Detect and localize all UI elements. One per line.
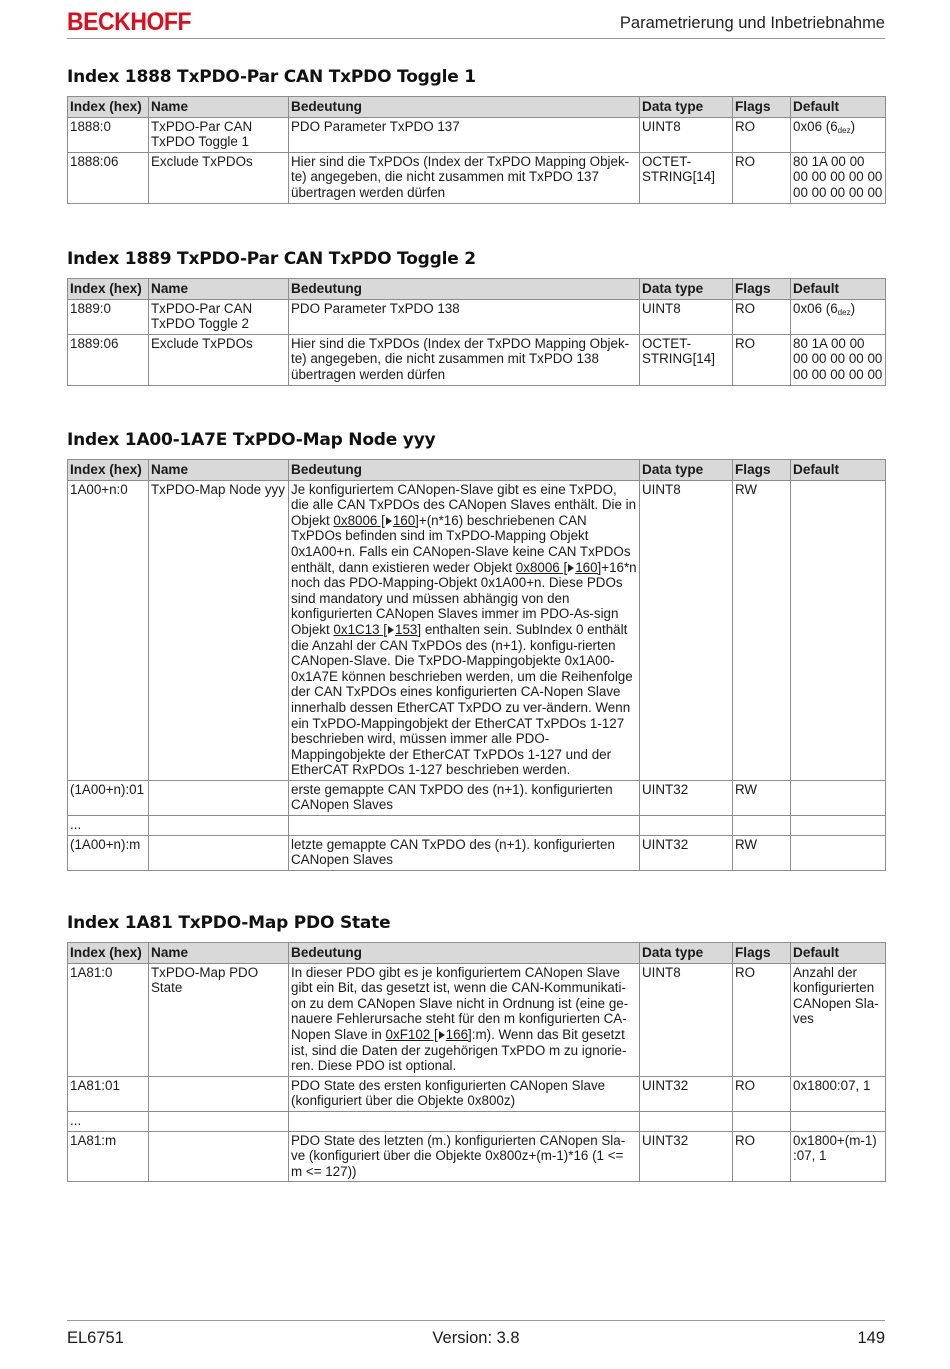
object-table xyxy=(67,942,886,1182)
cell-meaning: PDO State des ersten konfigurierten CANopen Slave (konfiguriert über die Objekte 0x800z) xyxy=(289,1076,640,1111)
table-row xyxy=(68,299,886,334)
cell-default: 0x1800:07, 1 xyxy=(791,1076,886,1111)
footer-version: Version: 3.8 xyxy=(432,1329,520,1347)
cell-flags: RO xyxy=(733,334,791,385)
cell-type: UINT32 xyxy=(640,1076,733,1111)
cell-flags: RO xyxy=(733,1076,791,1111)
section-1889 xyxy=(67,249,885,386)
cell-type xyxy=(640,1111,733,1131)
cell-default xyxy=(791,480,886,780)
section-1a00 xyxy=(67,430,885,871)
cell-meaning: Hier sind die TxPDOs (Index der TxPDO Mapping Objek-te) angegeben, die nicht zusammen mit TxPDO 137 übertragen werden dürfen xyxy=(289,152,640,203)
table-header-row xyxy=(68,460,886,481)
col-default: Default xyxy=(791,97,886,118)
col-name: Name xyxy=(149,279,289,300)
page-header xyxy=(67,6,885,39)
cell-index: ... xyxy=(68,816,149,836)
cell-default: 80 1A 00 00 00 00 00 00 00 00 00 00 00 00 xyxy=(791,334,886,385)
col-flags: Flags xyxy=(733,460,791,481)
col-index: Index (hex) xyxy=(68,943,149,964)
cell-name: TxPDO-Par CAN TxPDO Toggle 2 xyxy=(149,299,289,334)
cell-type: UINT32 xyxy=(640,780,733,815)
cell-meaning xyxy=(289,1111,640,1131)
table-row xyxy=(68,152,886,203)
cell-meaning: PDO Parameter TxPDO 138 xyxy=(289,299,640,334)
col-default: Default xyxy=(791,943,886,964)
col-data-type: Data type xyxy=(640,460,733,481)
col-meaning: Bedeutung xyxy=(289,943,640,964)
table-row xyxy=(68,780,886,815)
cell-index: 1A81:01 xyxy=(68,1076,149,1111)
table-row xyxy=(68,835,886,870)
col-flags: Flags xyxy=(733,279,791,300)
object-table xyxy=(67,278,886,386)
cell-type: UINT8 xyxy=(640,299,733,334)
cell-default: 0x1800+(m-1) :07, 1 xyxy=(791,1131,886,1182)
cell-type: UINT32 xyxy=(640,835,733,870)
section-1a81 xyxy=(67,913,885,1182)
xref-link-0x1c13[interactable]: 0x1C13 [ 153] xyxy=(333,621,422,637)
page-footer xyxy=(67,1320,885,1351)
cell-flags: RO xyxy=(733,299,791,334)
cell-meaning: In dieser PDO gibt es je konfiguriertem CANopen Slave gibt ein Bit, das gesetzt ist, wenn die CAN-Kommunikati-on zu dem CANopen Slave nicht in Ordnung ist (eine ge-nauere Fehlerursache steht für den m konfigurierten CA-Nopen Slave in 0xF102 [ 166]:m). Wenn das Bit gesetzt ist, sind die Daten der zugehörigen TxPDO m zu ignorie-ren. Diese PDO ist optional. xyxy=(289,963,640,1076)
cell-name: TxPDO-Map Node yyy xyxy=(149,480,289,780)
object-table xyxy=(67,459,886,871)
header-title: Parametrierung und Inbetriebnahme xyxy=(619,14,885,32)
cell-type: OCTET-STRING[14] xyxy=(640,152,733,203)
beckhoff-logo: BECKHOFF xyxy=(67,8,192,36)
cell-meaning: PDO State des letzten (m.) konfigurierten CANopen Sla-ve (konfiguriert über die Objekte 0x800z+(m-1)*16 (1 <= m <= 127)) xyxy=(289,1131,640,1182)
cell-default: 80 1A 00 00 00 00 00 00 00 00 00 00 00 00 xyxy=(791,152,886,203)
cell-name xyxy=(149,780,289,815)
cell-default xyxy=(791,780,886,815)
cell-default: 0x06 $(6_{dez})$ xyxy=(791,117,886,152)
cell-flags: RW xyxy=(733,835,791,870)
cell-index: (1A00+n):m xyxy=(68,835,149,870)
cell-index: 1889:0 xyxy=(68,299,149,334)
footer-product: EL6751 xyxy=(67,1329,124,1347)
col-index: Index (hex) xyxy=(68,460,149,481)
cell-name: TxPDO-Par CAN TxPDO Toggle 1 xyxy=(149,117,289,152)
col-name: Name xyxy=(149,943,289,964)
section-title: Index 1888 TxPDO-Par CAN TxPDO Toggle 1 xyxy=(67,67,476,87)
cell-name xyxy=(149,1076,289,1111)
cell-name xyxy=(149,1111,289,1131)
cell-meaning xyxy=(289,816,640,836)
cell-meaning: Hier sind die TxPDOs (Index der TxPDO Mapping Objek-te) angegeben, die nicht zusammen mit TxPDO 138 übertragen werden dürfen xyxy=(289,334,640,385)
cell-type: OCTET-STRING[14] xyxy=(640,334,733,385)
cell-flags xyxy=(733,816,791,836)
cell-index: 1A81:m xyxy=(68,1131,149,1182)
cell-meaning: erste gemappte CAN TxPDO des (n+1). konfigurierten CANopen Slaves xyxy=(289,780,640,815)
col-name: Name xyxy=(149,460,289,481)
cell-type: UINT8 xyxy=(640,117,733,152)
cell-type: UINT8 xyxy=(640,480,733,780)
col-data-type: Data type xyxy=(640,279,733,300)
cell-index: 1888:0 xyxy=(68,117,149,152)
cell-meaning: letzte gemappte CAN TxPDO des (n+1). konfigurierten CANopen Slaves xyxy=(289,835,640,870)
cell-index: 1888:06 xyxy=(68,152,149,203)
table-row xyxy=(68,334,886,385)
cell-name: Exclude TxPDOs xyxy=(149,152,289,203)
cell-index: 1A81:0 xyxy=(68,963,149,1076)
object-table xyxy=(67,96,886,204)
table-row xyxy=(68,1076,886,1111)
link-arrow-icon xyxy=(388,626,394,634)
cell-type: UINT8 xyxy=(640,963,733,1076)
cell-default: 0x06 $(6_{dez})$ xyxy=(791,299,886,334)
col-flags: Flags xyxy=(733,97,791,118)
cell-flags: RW xyxy=(733,780,791,815)
cell-flags: RO xyxy=(733,117,791,152)
col-default: Default xyxy=(791,279,886,300)
cell-default xyxy=(791,835,886,870)
col-default: Default xyxy=(791,460,886,481)
table-header-row xyxy=(68,279,886,300)
cell-index: 1A00+n:0 xyxy=(68,480,149,780)
col-index: Index (hex) xyxy=(68,97,149,118)
page-number: 149 xyxy=(857,1329,885,1347)
section-1888 xyxy=(67,67,885,204)
table-row xyxy=(68,1111,886,1131)
cell-index: ... xyxy=(68,1111,149,1131)
cell-index: 1889:06 xyxy=(68,334,149,385)
link-arrow-icon xyxy=(568,564,574,572)
cell-default xyxy=(791,1111,886,1131)
xref-link-0xf102[interactable]: 0xF102 [ 166] xyxy=(385,1026,472,1042)
table-header-row xyxy=(68,97,886,118)
col-meaning: Bedeutung xyxy=(289,460,640,481)
col-meaning: Bedeutung xyxy=(289,279,640,300)
cell-name xyxy=(149,816,289,836)
section-title: Index 1889 TxPDO-Par CAN TxPDO Toggle 2 xyxy=(67,249,476,269)
cell-meaning: PDO Parameter TxPDO 137 xyxy=(289,117,640,152)
cell-name: Exclude TxPDOs xyxy=(149,334,289,385)
cell-flags: RO xyxy=(733,963,791,1076)
col-index: Index (hex) xyxy=(68,279,149,300)
table-row xyxy=(68,816,886,836)
table-row xyxy=(68,1131,886,1182)
cell-name xyxy=(149,1131,289,1182)
cell-default: Anzahl der konfigurierten CANopen Sla-ves xyxy=(791,963,886,1076)
col-data-type: Data type xyxy=(640,943,733,964)
col-name: Name xyxy=(149,97,289,118)
table-row xyxy=(68,480,886,780)
xref-link-0x8006[interactable]: 0x8006 [ 160] xyxy=(515,559,602,575)
link-arrow-icon xyxy=(439,1031,445,1039)
cell-index: (1A00+n):01 xyxy=(68,780,149,815)
cell-flags: RW xyxy=(733,480,791,780)
table-header-row xyxy=(68,943,886,964)
table-row xyxy=(68,117,886,152)
col-flags: Flags xyxy=(733,943,791,964)
cell-name xyxy=(149,835,289,870)
section-title: Index 1A81 TxPDO-Map PDO State xyxy=(67,913,391,933)
cell-flags: RO xyxy=(733,1131,791,1182)
cell-meaning: Je konfiguriertem CANopen-Slave gibt es eine TxPDO, die alle CAN TxPDOs des CANopen Slaves enthält. Die in Objekt 0x8006 [ 160]+(n*16) beschriebenen CAN TxPDOs befinden sind im TxPDO-Mapping Objekt 0x1A00+n. Falls ein CANopen-Slave keine CAN TxPDOs enthält, dann existieren weder Objekt 0x8006 [ 160]+16*n noch das PDO-Mapping-Objekt 0x1A00+n. Diese PDOs sind mandatory und müssen abhängig von den konfigurierten CANopen Slaves immer im PDO-As-sign Objekt 0x1C13 [ 153] enthalten sein. SubIndex 0 enthält die Anzahl der CAN TxPDOs des (n+1). konfigu-rierten CANopen-Slave. Die TxPDO-Mappingobjekte 0x1A00-0x1A7E können beschrieben werden, um die Reihenfolge der CAN TxPDOs eines konfigurierten CA-Nopen Slave innerhalb dessen EtherCAT TxPDO zu ver-ändern. Wenn ein TxPDO-Mappingobjekt der EtherCAT TxPDOs 1-127 beschrieben wird, müssen immer alle PDO-Mappingobjekte der EtherCAT TxPDOs 1-127 und der EtherCAT RxPDOs 1-127 beschrieben werden. xyxy=(289,480,640,780)
col-meaning: Bedeutung xyxy=(289,97,640,118)
xref-link-0x8006[interactable]: 0x8006 [ 160] xyxy=(333,512,419,528)
cell-type: UINT32 xyxy=(640,1131,733,1182)
cell-flags: RO xyxy=(733,152,791,203)
section-title: Index 1A00-1A7E TxPDO-Map Node yyy xyxy=(67,430,436,450)
cell-flags xyxy=(733,1111,791,1131)
cell-name: TxPDO-Map PDO State xyxy=(149,963,289,1076)
link-arrow-icon xyxy=(386,517,392,525)
col-data-type: Data type xyxy=(640,97,733,118)
table-row xyxy=(68,963,886,1076)
cell-type xyxy=(640,816,733,836)
cell-default xyxy=(791,816,886,836)
